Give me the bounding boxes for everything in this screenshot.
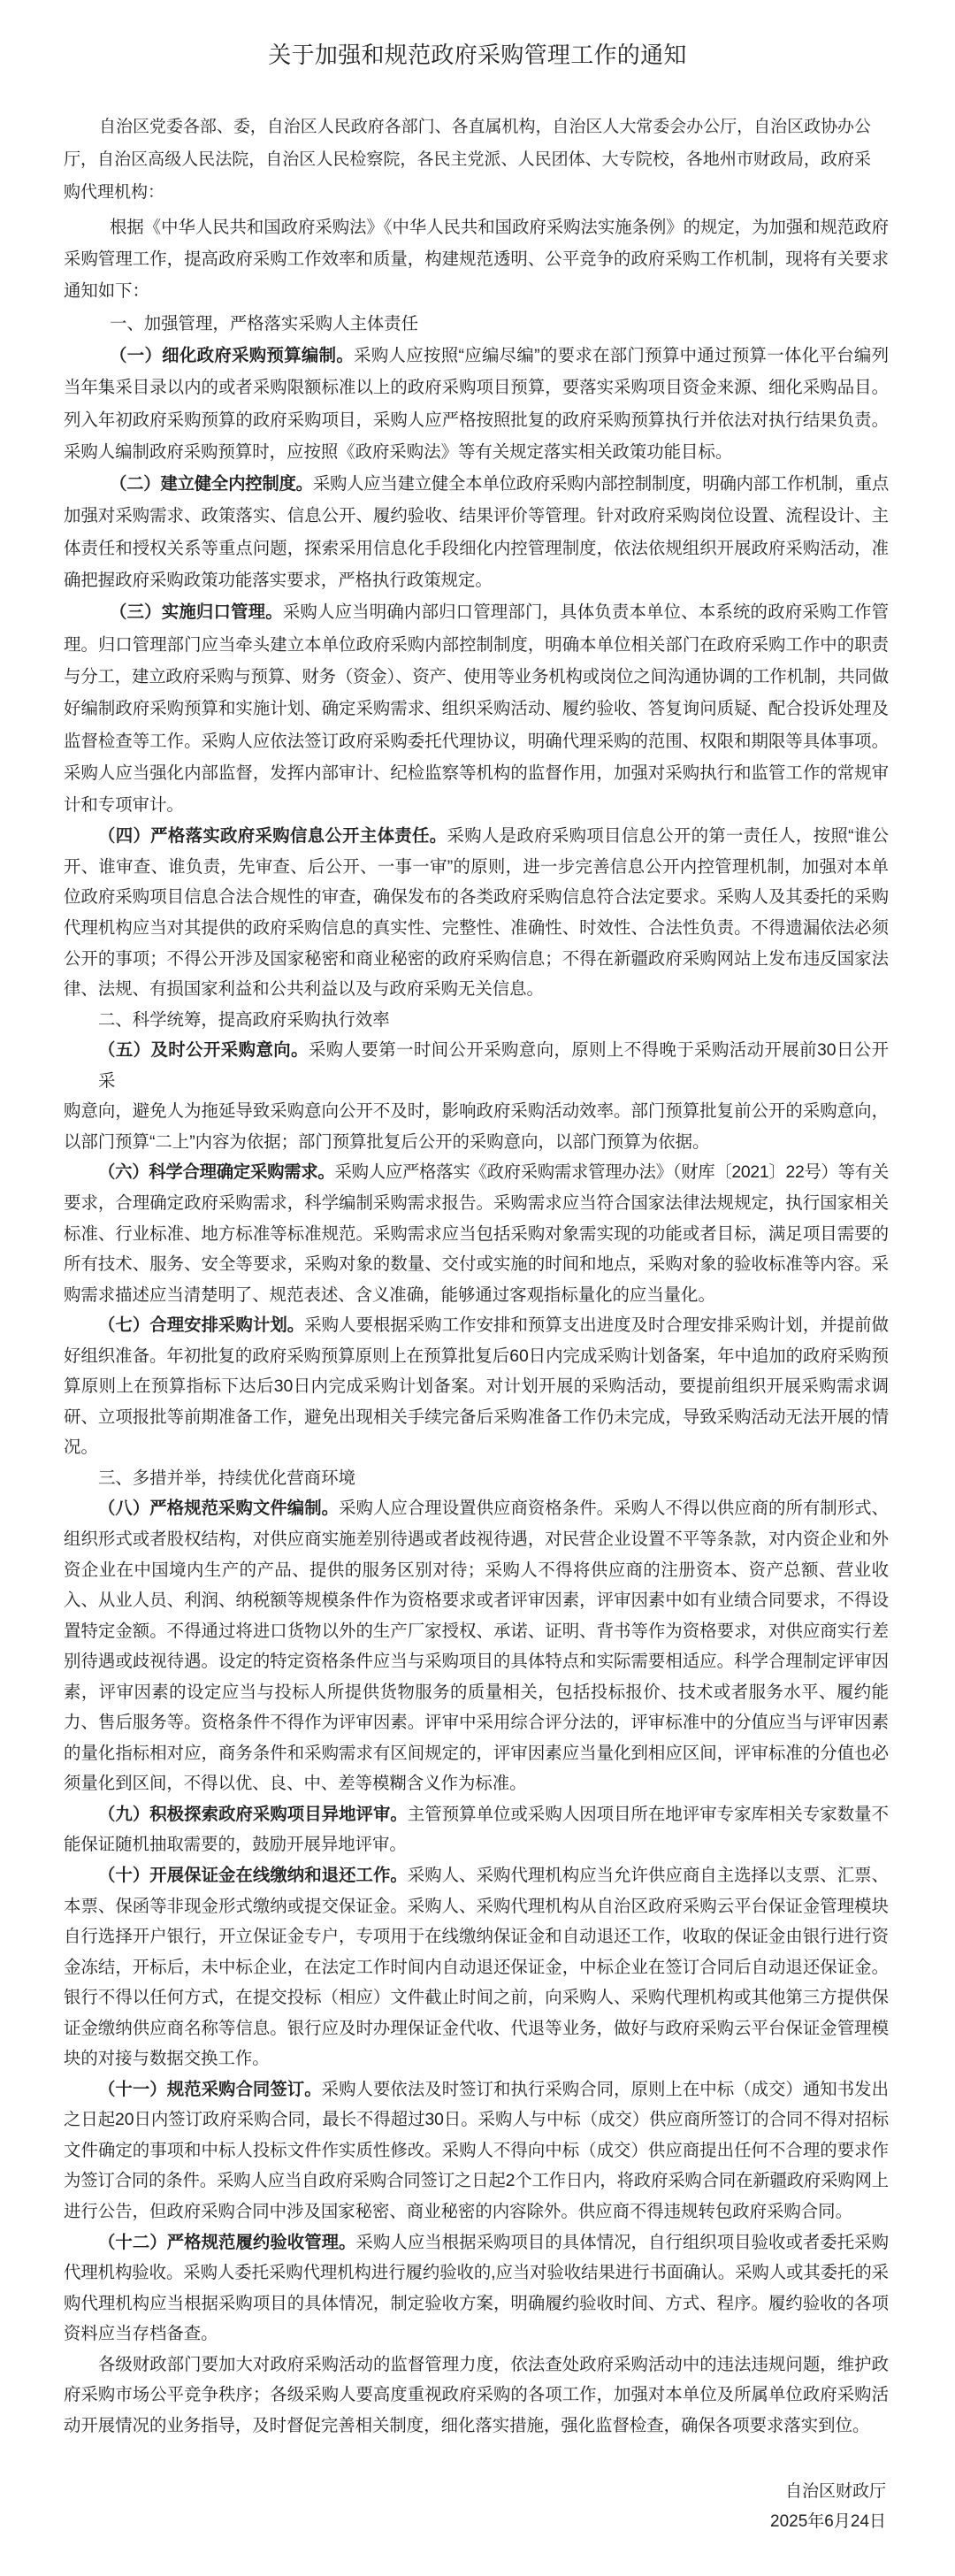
text-line: 金冻结，开标后，未中标企业，在法定工作时间内自动退还保证金，中标企业在签订合同后自动退还保证金。 [64,1957,889,1977]
clause-title: （十一）规范采购合同签订。 [98,2079,322,2099]
text-line: 购意向，避免人为拖延导致采购意向公开不及时，影响政府采购活动效率。部门预算批复前公开的采购意向， [64,1101,889,1122]
section-3 [0,1463,955,2350]
document-title: 关于加强和规范政府采购管理工作的通知 [268,42,687,68]
clause-9 [64,1799,889,1860]
clause-title: （一）细化政府采购预算编制。 [110,345,355,365]
text-line [64,1310,889,1341]
clause-title: （九）积极探索政府采购项目异地评审。 [98,1804,408,1824]
clause-text: 采购人、采购代理机构应当允许供应商自主选择以支票、汇票、 [407,1865,889,1885]
text-line: 能保证随机抽取需要的，鼓励开展异地评审。 [64,1835,407,1855]
text-line: 自行选择开户银行，开立保证金专户，专项用于在线缴纳保证金和自动退还工作，收取的保证金由银行进行资 [64,1927,889,1947]
section-heading: 一、加强管理，严格落实采购人主体责任 [110,313,419,334]
clause-text: 主管预算单位或采购人因项目所在地评审专家库相关专家数量不 [407,1804,889,1824]
text-line [64,1157,889,1188]
text-line [64,1799,889,1830]
text-line: 别待遇或歧视待遇。设定的特定资格条件应当与采购项目的具体特点和实际需要相适应。科学合理制定评审因 [64,1652,889,1672]
clause-6 [64,1157,889,1310]
text-line: 律、法规、有损国家利益和公共利益以及与政府采购无关信息。 [64,979,544,1000]
clause-title: （二）建立健全内控制度。 [110,474,313,494]
text-line [64,340,889,372]
clause-text: 采购人应合理设置供应商资格条件。采购人不得以供应商的所有制形式、 [339,1499,890,1519]
text-line: 以部门预算“二上”内容为依据；部门预算批复后公开的采购意向，以部门预算为依据。 [64,1131,710,1152]
text-line: 采购人应当强化内部监督，发挥内部审计、纪检监察等机构的监督作用，加强对采购执行和监管工作的常规审 [64,763,889,783]
signature-block [64,2477,886,2537]
text-line [64,1860,889,1891]
section-2 [0,1005,955,1463]
clause-text: 采购人要依法及时签订和执行采购合同，原则上在中标（成交）通知书发出 [321,2079,890,2099]
text-line: 动开展情况的业务指导，及时督促完善相关制度，细化落实措施，强化监督检查，确保各项要求落实到位。 [64,2415,870,2435]
text-line [64,2074,889,2105]
text-line: 当年集采目录以内的或者采购限额标准以上的政府采购项目预算，要落实采购项目资金来源、细化采购品目。 [64,378,889,398]
text-line: 的量化指标相对应，商务条件和采购需求有区间规定的，评审因素应当量化到相应区间，评审标准的分值也必 [64,1743,889,1763]
clause-5 [64,1035,889,1157]
text-line [64,1493,889,1524]
text-line [64,1035,889,1096]
clause-title: （四）严格落实政府采购信息公开主体责任。 [98,826,447,847]
clause-3 [64,596,889,821]
text-line: 公开的事项；不得公开涉及国家秘密和商业秘密的政府采购信息；不得在新疆政府采购网站上发布违反国家法 [64,948,889,969]
clause-text: 采购人应当根据采购项目的具体情况，自行组织项目验收或者委托采购 [355,2232,890,2252]
text-line: 之日起20日内签订政府采购合同，最长不得超过30日。采购人与中标（成交）供应商所签订的合同不得对招标 [64,2110,889,2130]
text-line: 研、立项报批等前期准备工作，避免出现相关手续完备后采购准备工作仍未完成，导致采购活动无法开展的情 [64,1407,889,1427]
text-line: 资企业在中国境内生产的产品、提供的服务区别对待；采购人不得将供应商的注册资本、资产总额、营业收 [64,1560,889,1580]
clause-12 [64,2227,889,2350]
text-line: 银行不得以任何方式，在提交投标（相应）文件截止时间之前，向采购人、采购代理机构或其他第三方提供保 [64,1988,889,2008]
text-line: 购代理机构： [64,182,165,202]
clause-title: （六）科学合理确定采购需求。 [98,1162,335,1183]
text-line: 块的对接与数据交换工作。 [64,2049,270,2069]
clause-text: 采购人应严格落实《政府采购需求管理办法》（财库〔2021〕22号）等有关 [334,1162,889,1183]
text-line: 况。 [64,1438,98,1458]
text-line: 证金缴纳供应商名称等信息。银行应及时办理保证金代收、代退等业务，做好与政府采购云平台保证金管理模 [64,2018,889,2038]
text-line: 要求，合理确定政府采购需求，科学编制采购需求报告。采购需求应当符合国家法律法规规定，执行国家相关 [64,1192,889,1213]
text-line: 厅，自治区高级人民法院，自治区人民检察院，各民主党派、人民团体、大专院校，各地州市财政局，政府采 [64,150,871,169]
text-line: 计和专项审计。 [64,795,184,816]
section-1 [0,308,955,1005]
text-line: 文件确定的事项和中标人投标文件作实质性修改。采购人不得向中标（成交）供应商提出任何不合理的要求作 [64,2140,889,2160]
text-line: 置特定金额。不得通过将进口货物以外的生产厂家授权、承诺、证明、背书等作为资格要求，对供应商实行差 [64,1621,889,1641]
text-line [64,468,889,500]
text-line: 列入年初政府采购预算的政府采购项目，采购人应严格按照批复的政府采购预算执行并依法对执行结果负责。 [64,410,889,430]
clause-text: 采购人应当建立健全本单位政府采购内部控制制度，明确内部工作机制，重点 [312,474,889,494]
text-line: 加强对采购需求、政策落实、信息公开、履约验收、结果评价等管理。针对政府采购岗位设置、流程设计、主 [64,506,889,526]
clause-11 [64,2074,889,2227]
text-line: 进行公告，但政府采购合同中涉及国家秘密、商业秘密的内容除外。供应商不得违规转包政府采购合同。 [64,2202,852,2221]
clause-title: （五）及时公开采购意向。 [98,1040,309,1061]
text-line [64,2227,889,2258]
text-line: 力、售后服务等。资格条件不得作为评审因素。评审中采用综合评分法的，评审标准中的分值应当与评审因素 [64,1713,889,1733]
text-line: 代理机构应当对其提供的政府采购信息的真实性、完整性、准确性、时效性、合法性负责。不得遗漏依法必须 [64,918,889,939]
clause-1 [64,340,889,468]
text-line: 为签订合同的条件。采购人应当自政府采购合同签订之日起2个工作日内，将政府采购合同在新疆政府采购网上 [64,2171,889,2191]
text-line: 府采购市场公平竞争秩序；各级采购人要高度重视政府采购的各项工作，加强对本单位及所属单位政府采购活 [64,2385,889,2405]
clause-7 [64,1310,889,1463]
text-line: 组织形式或者股权结构，对供应商实施差别待遇或者歧视待遇，对民营企业设置不平等条款，对内资企业和外 [64,1529,889,1549]
clause-text: 采购人应按照“应编尽编”的要求在部门预算中通过预算一体化平台编列 [354,345,889,365]
text-line: 确把握政府采购政策功能落实要求，严格执行政策规定。 [64,571,493,591]
issuing-authority: 自治区财政厅 [784,2482,886,2502]
text-line: 与分工，建立政府采购与预算、财务（资金）、资产、使用等业务机构或岗位之间沟通协调的工作机制，共同做 [64,666,889,686]
issue-date: 2025年6月24日 [770,2512,886,2532]
clause-10 [64,1860,889,2074]
clause-4 [64,821,889,1004]
text-line: 好编制政府采购预算和实施计划、确定采购需求、组织采购活动、履约验收、答复询问质疑、配合投诉处理及 [64,699,889,719]
text-line: 根据《中华人民共和国政府采购法》《中华人民共和国政府采购法实施条例》的规定，为加强和规范政府 [110,217,889,237]
clause-title: （三）实施归口管理。 [110,602,283,623]
section-heading: 三、多措并举，持续优化营商环境 [98,1468,355,1488]
clause-title: （十）开展保证金在线缴纳和退还工作。 [98,1865,408,1885]
text-line: 代理机构验收。采购人委托采购代理机构进行履约验收的,应当对验收结果进行书面确认。采购人或其委托的采 [64,2263,889,2283]
document-page [0,39,955,2576]
text-line [64,596,889,628]
text-line: 各级财政部门要加大对政府采购活动的监督管理力度，依法查处政府采购活动中的违法违规问题，维护政 [98,2354,889,2374]
text-line: 通知如下： [64,281,149,302]
text-line: 监督检查等工作。采购人应依法签订政府采购委托代理协议，明确代理采购的范围、权限和期限等具体事项。 [64,731,889,751]
intro-paragraph [64,211,889,308]
clause-text: 采购人应当明确内部归口管理部门，具体负责本单位、本系统的政府采购工作管 [282,602,890,623]
text-line: 素，评审因素的设定应当与投标人所提供货物服务的质量相关，包括投标报价、技术或者服务水平、履约能 [64,1682,889,1702]
clause-2 [64,468,889,596]
clause-text: 采购人是政府采购项目信息公开的第一责任人，按照“谁公 [447,826,889,847]
text-line: 须量化到区间，不得以优、良、中、差等模糊含义作为标准。 [64,1774,527,1794]
text-line: 好组织准备。年初批复的政府采购预算原则上在预算批复后60日内完成采购计划备案，年中追加的政府采购预 [64,1346,889,1366]
text-line: 购代理机构应当根据采购项目的具体情况，制定验收方案，明确履约验收时间、方式、程序。履约验收的各项 [64,2293,889,2313]
text-line: 自治区党委各部、委，自治区人民政府各部门、各直属机构，自治区人大常委会办公厅，自治区政协办公 [99,117,871,136]
text-line: 资料应当存档备查。 [64,2324,218,2344]
text-line: 采购管理工作，提高政府采购工作效率和质量，构建规范透明、公平竞争的政府采购工作机制，现将有关要求 [64,249,889,270]
clause-title: （八）严格规范采购文件编制。 [98,1499,340,1519]
text-line: 标准、行业标准、地方标准等标准规范。采购需求应当包括采购对象需实现的功能或者目标，满足项目需要的 [64,1223,889,1244]
text-line: 入、从业人员、利润、纳税额等规模条件作为资格要求或者评审因素，评审因素中如有业绩合同要求，不得设 [64,1591,889,1611]
text-line: 采购人编制政府采购预算时，应按照《政府采购法》等有关规定落实相关政策功能目标。 [64,441,733,462]
text-line: 算原则上在预算指标下达后30日内完成采购计划备案。对计划开展的采购活动，要提前组织开展采购需求调 [64,1376,889,1397]
clause-title: （十二）严格规范履约验收管理。 [98,2232,356,2252]
text-line: 体责任和授权关系等重点问题，探索采用信息化手段细化内控管理制度，依法依规组织开展政府采购活动，准 [64,538,889,558]
text-line [64,821,889,852]
text-line: 开、谁审查、谁负责，先审查、后公开、一事一审”的原则，进一步完善信息公开内控管理机制，加强对本单 [64,856,889,877]
clause-text: 采购人要第一时间公开采购意向，原则上不得晚于采购活动开展前30日公开采 [98,1040,889,1091]
text-line: 所有技术、服务、安全等要求，采购对象的数量、交付或实施的时间和地点，采购对象的验收标准等内容。采 [64,1254,889,1275]
section-heading: 二、科学统筹，提高政府采购执行效率 [98,1009,390,1030]
clause-8 [64,1493,889,1798]
text-line: 位政府采购项目信息合法合规性的审查，确保发布的各类政府采购信息符合法定要求。采购人及其委托的采购 [64,887,889,908]
clause-title: （七）合理安排采购计划。 [98,1315,305,1336]
text-line: 理。归口管理部门应当牵头建立本单位政府采购内部控制制度，明确本单位相关部门在政府采购工作中的职责 [64,634,889,655]
clause-text: 采购人要根据采购工作安排和预算支出进度及时合理安排采购计划，并提前做 [304,1315,890,1336]
addressee [64,111,871,209]
text-line: 本票、保函等非现金形式缴纳或提交保证金。采购人、采购代理机构从自治区政府采购云平台保证金管理模块 [64,1896,889,1916]
closing-paragraph [64,2350,889,2442]
text-line: 购需求描述应当清楚明了、规范表述、含义准确，能够通过客观指标量化的应当量化。 [64,1284,715,1305]
